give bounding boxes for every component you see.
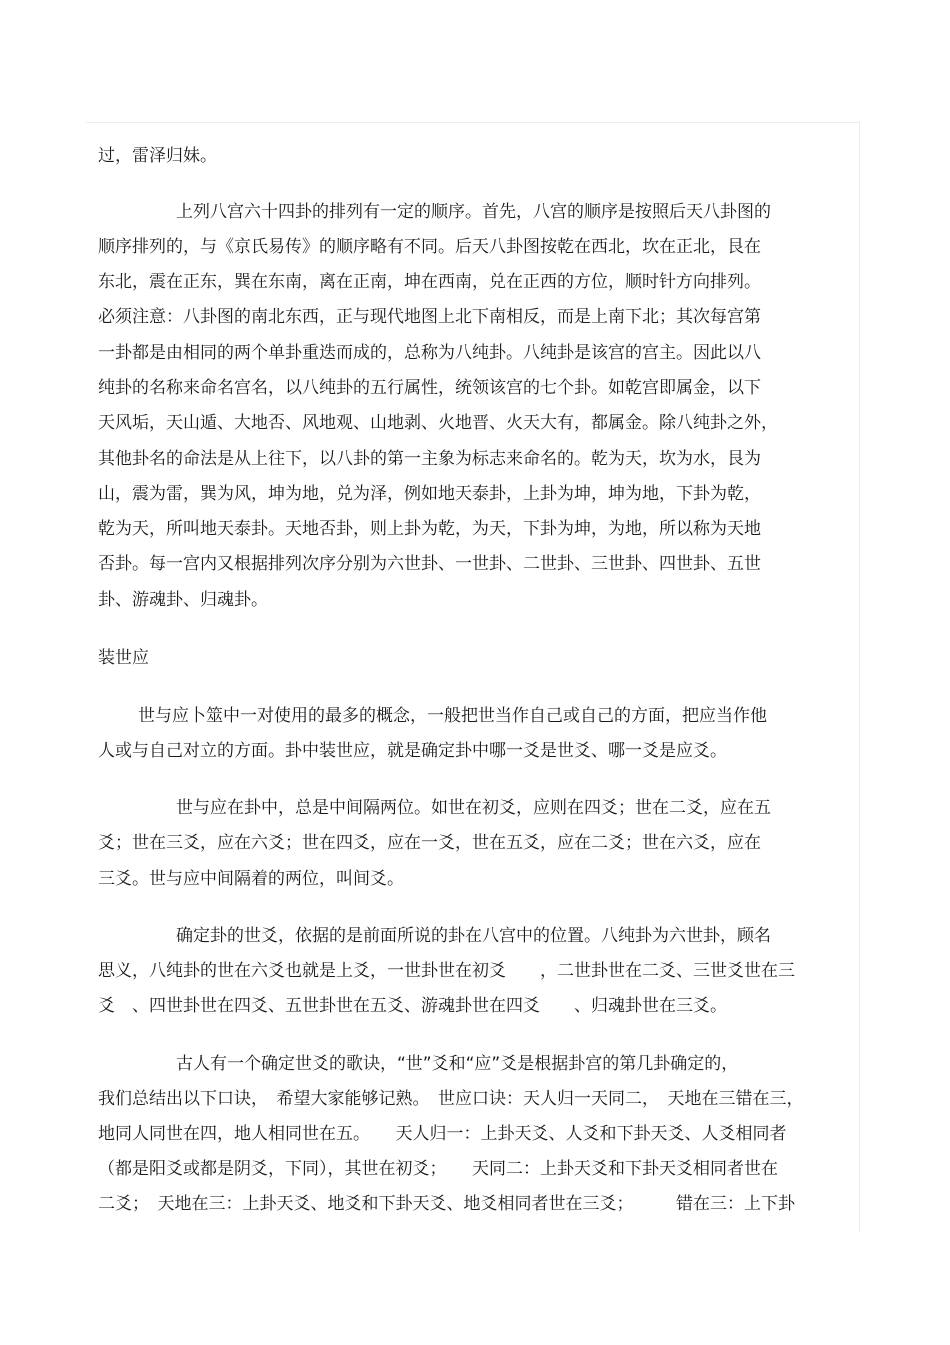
- paragraph-line: 否卦。每一宫内又根据排列次序分别为六世卦、一世卦、二世卦、三世卦、四世卦、五世: [98, 554, 761, 574]
- text-line: 过，雷泽归妹。: [98, 146, 217, 166]
- paragraph-line: 确定卦的世爻，依据的是前面所说的卦在八宫中的位置。八纯卦为六世卦，顾名: [176, 926, 771, 946]
- paragraph-line: （都是阳爻或都是阴爻，下同），其世在初爻； 天同二：上卦天爻和下卦天爻相同者世在: [98, 1159, 778, 1179]
- paragraph-line: 三爻。世与应中间隔着的两位，叫间爻。: [98, 869, 404, 889]
- paragraph-line: 纯卦的名称来命名宫名，以八纯卦的五行属性，统领该宫的七个卦。如乾宫即属金，以下: [98, 378, 761, 398]
- paragraph-line: 思义，八纯卦的世在六爻也就是上爻，一世卦世在初爻 ，二世卦世在二爻、三世爻世在三: [98, 961, 795, 981]
- paragraph-line: 顺序排列的，与《京氏易传》的顺序略有不同。后天八卦图按乾在西北，坎在正北，艮在: [98, 237, 761, 257]
- paragraph-line: 上列八宫六十四卦的排列有一定的顺序。首先，八宫的顺序是按照后天八卦图的: [176, 202, 771, 222]
- paragraph-line: 其他卦名的命法是从上往下，以八卦的第一主象为标志来命名的。乾为天，坎为水，艮为: [98, 449, 761, 469]
- paragraph-line: 东北，震在正东，巽在东南，离在正南，坤在西南，兑在正西的方位，顺时针方向排列。: [98, 272, 761, 292]
- section-heading: 装世应: [98, 648, 149, 668]
- paragraph-line: 古人有一个确定世爻的歌诀，“世”爻和“应”爻是根据卦宫的第几卦确定的，: [176, 1054, 739, 1074]
- paragraph-line: 世与应在卦中，总是中间隔两位。如世在初爻，应则在四爻；世在二爻，应在五: [176, 798, 771, 818]
- paragraph-line: 爻；世在三爻，应在六爻；世在四爻，应在一爻，世在五爻，应在二爻；世在六爻，应在: [98, 833, 761, 853]
- paragraph-line: 山，震为雷，巽为风，坤为地，兑为泽，例如地天泰卦，上卦为坤，坤为地，下卦为乾，: [98, 484, 761, 504]
- paragraph-line: 二爻； 天地在三：上卦天爻、地爻和下卦天爻、地爻相同者世在三爻； 错在三：上下卦: [98, 1194, 795, 1214]
- paragraph-line: 爻 、四世卦世在四爻、五世卦世在五爻、游魂卦世在四爻 、归魂卦世在三爻。: [98, 996, 727, 1016]
- paragraph-line: 人或与自己对立的方面。卦中装世应，就是确定卦中哪一爻是世爻、哪一爻是应爻。: [98, 741, 727, 761]
- paragraph-line: 乾为天，所叫地天泰卦。天地否卦，则上卦为乾，为天，下卦为坤，为地，所以称为天地: [98, 519, 761, 539]
- paragraph-line: 地同人同世在四，地人相同世在五。 天人归一：上卦天爻、人爻和下卦天爻、人爻相同者: [98, 1124, 787, 1144]
- paragraph-line: 卦、游魂卦、归魂卦。: [98, 590, 268, 610]
- paragraph-line: 必须注意：八卦图的南北东西，正与现代地图上北下南相反，而是上南下北；其次每宫第: [98, 307, 761, 327]
- paragraph-line: 我们总结出以下口诀， 希望大家能够记熟。 世应口诀：天人归一天同二， 天地在三错在三，: [98, 1089, 804, 1109]
- paragraph-line: 一卦都是由相同的两个单卦重迭而成的，总称为八纯卦。八纯卦是该宫的宫主。因此以八: [98, 343, 761, 363]
- paragraph-line: 世与应卜筮中一对使用的最多的概念，一般把世当作自己或自己的方面，把应当作他: [138, 706, 767, 726]
- paragraph-line: 天风垢，天山遁、大地否、风地观、山地剥、火地晋、火天大有，都属金。除八纯卦之外，: [98, 413, 778, 433]
